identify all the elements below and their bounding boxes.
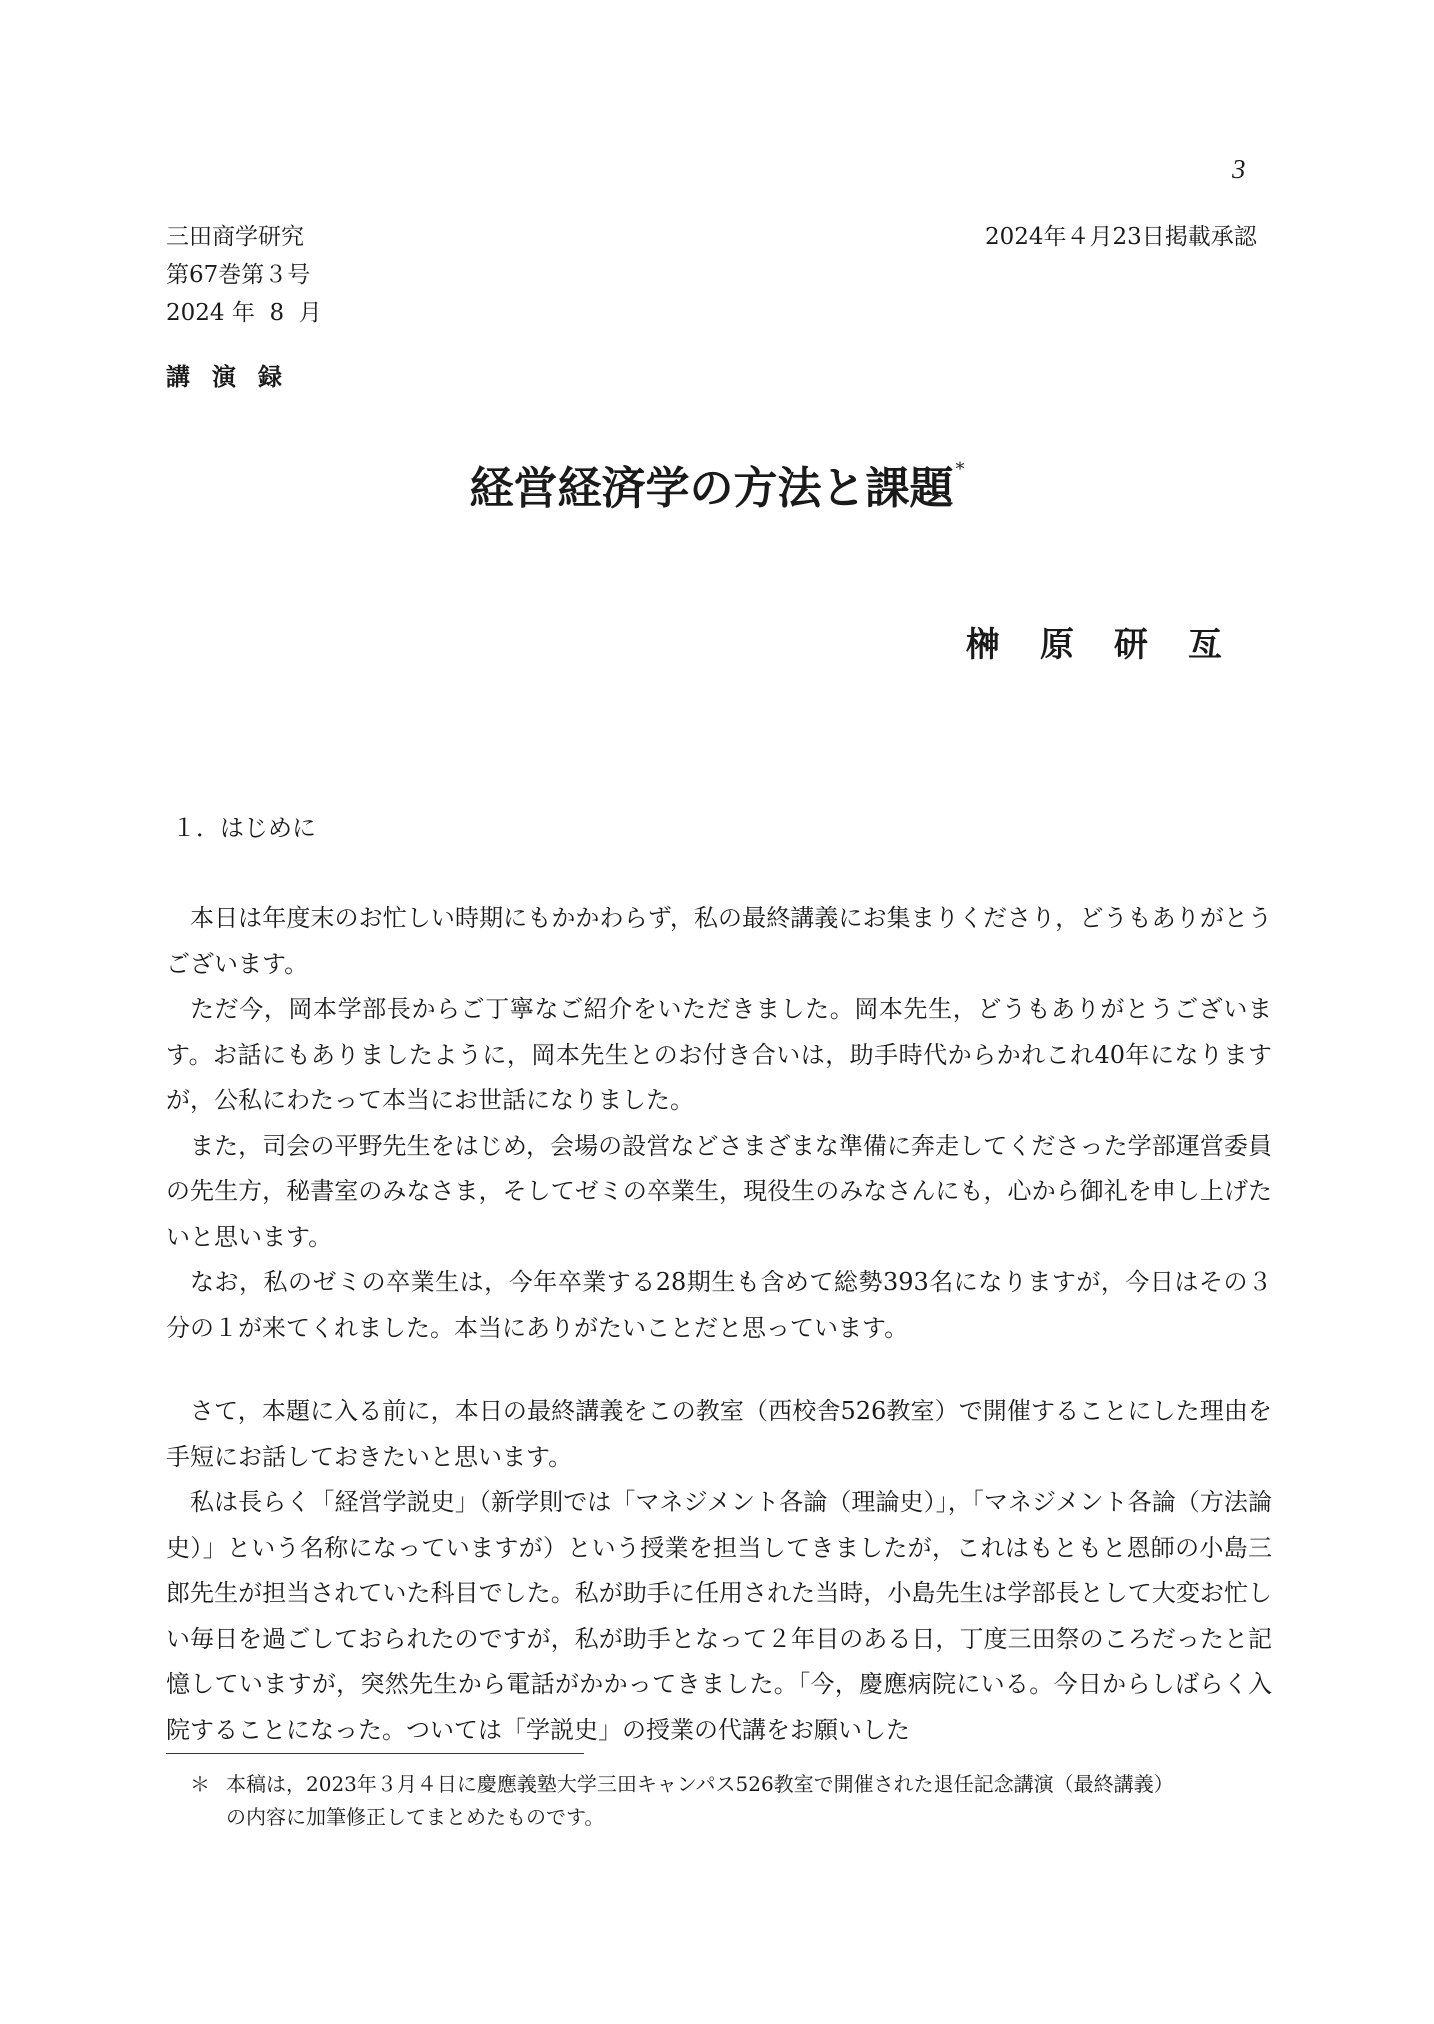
title-text: 経営経済学の方法と課題 <box>469 463 954 514</box>
page-number: 3 <box>1232 154 1246 184</box>
paragraph: また，司会の平野先生をはじめ，会場の設営などさまざまな準備に奔走してくださった学部運営委員の先生方，秘書室のみなさま，そしてゼミの卒業生，現役生のみなさんにも，心から御礼を申し上げたいと思います。 <box>166 1131 1272 1251</box>
section-label: 講演録 <box>166 362 304 391</box>
journal-info <box>166 218 322 332</box>
title-footnote-mark: * <box>955 459 965 480</box>
journal-date: 2024 年 8 月 <box>166 300 322 326</box>
body-block-2 <box>166 1389 1272 1753</box>
footnote <box>190 1768 1272 1834</box>
author-name: 榊原研亙 <box>966 625 1262 665</box>
article-title <box>0 452 1434 516</box>
paragraph: 本日は年度末のお忙しい時期にもかかわらず，私の最終講義にお集まりくださり，どうもありがとうございます。 <box>166 904 1272 978</box>
journal-name: 三田商学研究 <box>166 224 304 250</box>
footnote-mark: ＊ <box>190 1772 210 1796</box>
paragraph: 私は長らく「経営学説史」（新学則では「マネジメント各論（理論史）」，「マネジメント各論（方法論史）」という名称になっていますが）という授業を担当してきましたが，これはもともと恩師の小島三郎先生が担当されていた科目でした。私が助手に任用された当時，小島先生は学部長として大変お忙しい毎日を過ごしておられたのですが，私が助手となって２年目のある日，丁度三田祭のころだったと記憶していますが，突然先生から電話がかかってきました。「今，慶應病院にいる。今日からしばらく入院することになった。ついては「学説史」の授業の代講をお願いした <box>166 1488 1272 1744</box>
footnote-line-2: の内容に加筆修正してまとめたものです。 <box>226 1805 605 1829</box>
footnote-line-1: 本稿は，2023年３月４日に慶應義塾大学三田キャンパス526教室で開催された退任記念講演（最終講義） <box>226 1772 1174 1796</box>
section-heading: １．はじめに <box>172 814 316 842</box>
paragraph: なお，私のゼミの卒業生は，今年卒業する28期生も含めて総勢393名になりますが，今日はその３分の１が来てくれました。本当にありがたいことだと思っています。 <box>166 1268 1272 1342</box>
paragraph: ただ今，岡本学部長からご丁寧なご紹介をいただきました。岡本先生，どうもありがとうございます。お話にもありましたように，岡本先生とのお付き合いは，助手時代からかれこれ40年になりますが，公私にわたって本当にお世話になりました。 <box>166 995 1272 1114</box>
journal-volume: 第67巻第３号 <box>166 262 311 288</box>
footnote-divider <box>166 1753 584 1754</box>
acceptance-date: 2024年４月23日掲載承認 <box>985 224 1257 250</box>
paragraph: さて，本題に入る前に，本日の最終講義をこの教室（西校舎526教室）で開催することにした理由を手短にお話しておきたいと思います。 <box>166 1397 1272 1471</box>
body-block-1 <box>166 896 1272 1351</box>
